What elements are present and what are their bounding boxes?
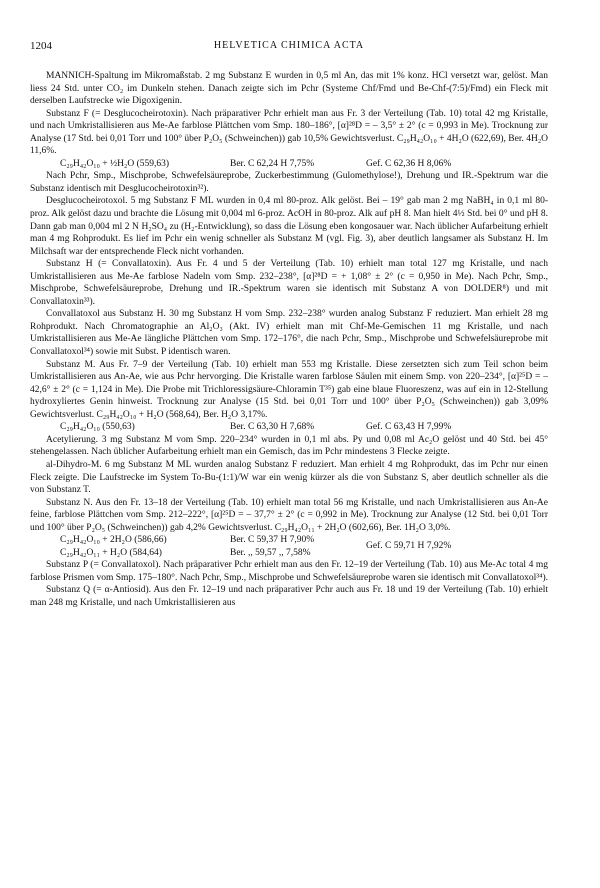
paragraph-identity-f: Nach Pchr, Smp., Mischprobe, Schwefelsäureprobe, Zuckerbestimmung (Gulomethylose!), Drehung und IR.-Spektrum war die Substanz identisch mit Desglucocheirotoxin³²). — [30, 171, 548, 194]
formula-n-2: C₂₉H₄₂O₁₁ + H₂O (584,64) — [60, 547, 162, 558]
page-number: 1204 — [30, 40, 52, 52]
formula-m-calculated: Ber. C 63,30 H 7,68% — [230, 422, 315, 433]
paragraph-dihydro-m: al-Dihydro-M. 6 mg Substanz M ML wurden analog Substanz F reduziert. Man erhielt 4 mg Rohprodukt, das im Pchr nur einen Fleck zeigte. Die Laufstrecke im System To-Bu-(1:1)/W war ein wenig kürzer als die von Substanz S, aber deutlich schneller als die von Substanz T. — [30, 459, 548, 496]
formula-f-found: Gef. C 62,36 H 8,06% — [366, 158, 452, 169]
formula-m-found: Gef. C 63,43 H 7,99% — [366, 422, 452, 433]
formula-n-2-calculated: Ber. ,, 59,57 ,, 7,58% — [230, 547, 311, 558]
paragraph-substanz-h: Substanz H (= Convallatoxin). Aus Fr. 4 und 5 der Verteilung (Tab. 10) erhielt man total 127 mg Kristalle, und nach Umkristallisieren aus Me-Ae farblose Nadeln vom Smp. 232–238°, [α]²⁸D = + 1,08° ± 2° (c = 0,950 in Me). Nach Pchr, Smp., Mischprobe, Schwefelsäureprobe, Drehung und IR.-Spektrum waren sie identisch mit Substanz A von DOLDER⁸) und mit Convallatoxin³³). — [30, 259, 548, 307]
paragraph-desglucocheirotoxol: Desglucocheirotoxol. 5 mg Substanz F ML wurden in 0,4 ml 80-proz. Alk gelöst. Bei – 19° gab man 2 mg NaBH₄ in 0,1 ml 80-proz. Alk gelöst dazu und brachte die Lösung mit 0,004 ml 6-proz. AcOH in 80-proz. Alk auf pH 8. Man hielt 4½ Std. bei 0° und pH 8. Dann gab man 0,004 ml 2 N H₂SO₄ zu (H₂-Entwicklung), so dass die Lösung eben kongosauer war. Nach üblicher Aufarbeitung erhielt man 4 mg Rohprodukt. Es lief im Pchr ein wenig schneller als Substanz M (vgl. Fig. 3), aber deutlich langsamer als Substanz H. Im Milchsaft war der entsprechende Fleck nicht vorhanden. — [30, 196, 548, 257]
analysis-formula-f — [30, 158, 548, 171]
paragraph-substanz-m: Substanz M. Aus Fr. 7–9 der Verteilung (Tab. 10) erhielt man 553 mg Kristalle. Diese zersetzten sich zum Teil schon beim Umkristallisieren aus An-Ae, wie aus Pchr hervorging. Die Kristalle waren farblose Säulen mit einem Smp. von 220–234°, [α]²⁵D = – 42,6° ± 2° (c = 1,124 in Me). Die Probe mit Trichloressigsäure-Chloramin T³⁵) gab eine blaue Fluoreszenz, was auf ein in 12-Stellung hydroxyliertes Genin hinweist. Trocknung zur Analyse (15 Std. bei 0,01 Torr und 100° über P₂O₅ (Schweinchen)) gab 3,09% Gewichtsverlust. C₂₉H₄₂O₁₀ + H₂O (568,64), Ber. H₂O 3,17%. — [30, 359, 548, 420]
paragraph-acetylierung: Acetylierung. 3 mg Substanz M vom Smp. 220–234° wurden in 0,1 ml abs. Py und 0,08 ml Ac₂O gelöst und 40 Std. bei 45° stehengelassen. Nach üblicher Aufarbeitung erhielt man ein Gemisch, das im Pchr mindestens 3 Flecke zeigte. — [30, 434, 548, 458]
analysis-formula-m — [30, 421, 548, 434]
paragraph-mannich: MANNICH-Spaltung im Mikromaßstab. 2 mg Substanz E wurden in 0,5 ml An, das mit 1% konz. HCl versetzt war, gelöst. Man liess 24 Std. unter CO₂ im Dunkeln stehen. Danach zeigte sich im Pchr (Systeme Chf/Fmd und Be-Chf-(7:5)/Fmd) ein Fleck mit derselben Laufstrecke wie Digoxigenin. — [30, 71, 548, 107]
paragraph-substanz-p: Substanz P (= Convallatoxol). Nach präparativer Pchr erhielt man aus den Fr. 12–19 der Verteilung (Tab. 10) aus Me-Ac total 4 mg farblose Prismen vom Smp. 175–180°. Nach Pchr, Smp., Mischprobe und Schwefelsäureprobe waren sie identisch mit Convallatoxol³⁴). — [30, 560, 549, 583]
paragraph-substanz-q: Substanz Q (= α-Antiosid). Aus den Fr. 12–19 und nach präparativer Pchr auch aus Fr. 18 und 19 der Verteilung (Tab. 10) erhielt man 248 mg Kristalle, und nach Umkristallisieren aus — [30, 585, 548, 608]
running-header — [30, 40, 548, 54]
paragraph-substanz-n: Substanz N. Aus den Fr. 13–18 der Verteilung (Tab. 10) erhielt man total 56 mg Kristalle, und nach Umkristallisieren aus An-Ae feine, farblose Plättchen vom Smp. 212–222°, [α]²⁵D = – 37,7° ± 2° (c = 0,992 in Me). Trocknung zur Analyse (12 Std. bei 0,01 Torr und 100° über P₂O₅ (Schweinchen)) gab 4,2% Gewichtsverlust. C₂₉H₄₂O₁₁ + 2H₂O (602,66), Ber. 1H₂O 3,0%. — [30, 497, 548, 533]
analysis-formula-n — [30, 534, 548, 559]
paragraph-substanz-f: Substanz F (= Desglucocheirotoxin). Nach präparativer Pchr erhielt man aus Fr. 3 der Verteilung (Tab. 10) total 42 mg Kristalle, und nach Umkristallisieren aus Me-Ae farblose Plättchen vom Smp. 180–186°, [α]²⁸D = – 3,5° ± 2° (c = 0,993 in Me). Trocknung zur Analyse (17 Std. bei 0,01 Torr und 100° über P₂O₅ (Schweinchen)) gab 10,5% Gewichtsverlust. C₂₉H₄₂O₁₀ + 4H₂O (622,69), Ber. 4H₂O 11,6%. — [30, 108, 548, 157]
formula-n-found: Gef. C 59,71 H 7,92% — [366, 541, 452, 552]
formula-m: C₂₉H₄₂O₁₀ (550,63) — [60, 422, 135, 433]
paragraph-convallatoxol-aus-h: Convallatoxol aus Substanz H. 30 mg Substanz H vom Smp. 232–238° wurden analog Substanz F reduziert. Man erhielt 28 mg Rohprodukt. Nach Chromatographie an Al₂O₃ (Akt. IV) erhielt man mit Chf-Me-Gemischen 11 mg Kristalle, und nach Umkristallisieren aus Me-Ae längliche Plättchen vom Smp. 172–176°, die nach Pchr, Smp., Mischprobe und Schwefelsäureprobe mit Convallatoxol³⁴) sowie mit Subst. P identisch waren. — [30, 309, 548, 358]
formula-n-1-calculated: Ber. C 59,37 H 7,90% — [230, 535, 315, 546]
formula-n-1: C₂₉H₄₂O₁₀ + 2H₂O (586,66) — [60, 535, 167, 546]
journal-title: HELVETICA CHIMICA ACTA — [213, 40, 365, 51]
article-body — [30, 70, 548, 610]
formula-f-calculated: Ber. C 62,24 H 7,75% — [230, 158, 315, 169]
formula-f: C₂₉H₄₂O₁₀ + ½H₂O (559,63) — [60, 158, 170, 169]
